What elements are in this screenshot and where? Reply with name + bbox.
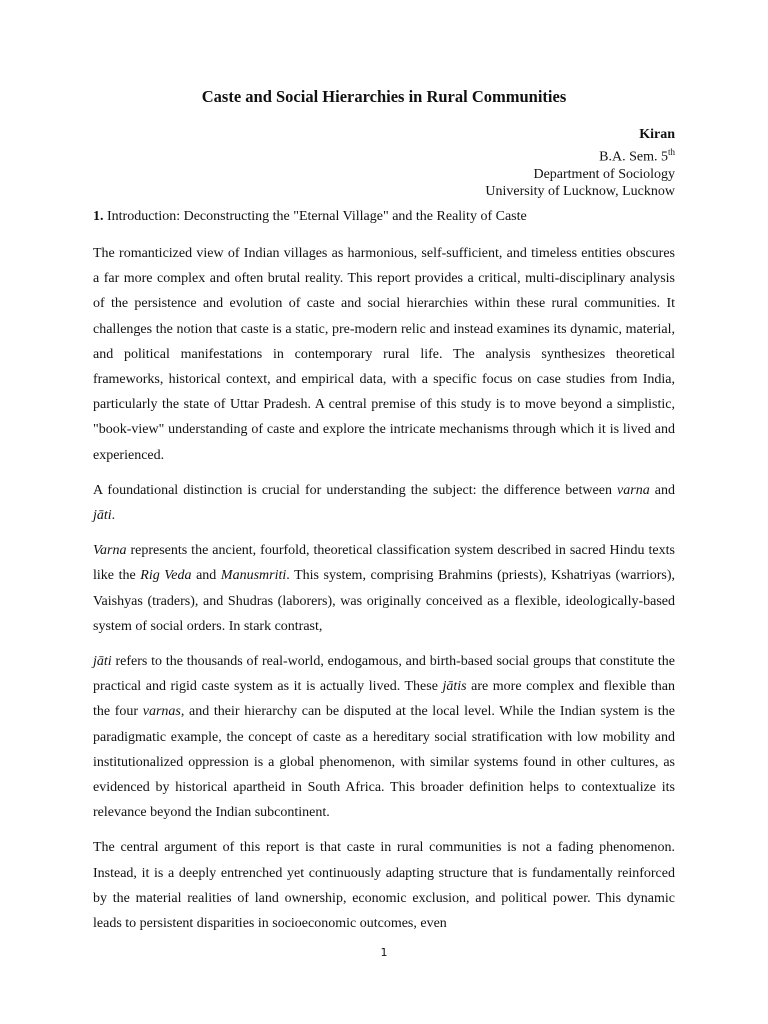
- p2-varna: varna: [617, 482, 650, 498]
- paragraph-3: [93, 538, 675, 639]
- p3-manusmriti: Manusmriti: [220, 568, 287, 584]
- author-university: University of Lucknow, Lucknow: [485, 184, 675, 200]
- section-heading-text: Introduction: Deconstructing the "Eternal Village" and the Reality of Caste: [107, 209, 527, 224]
- author-department: Department of Sociology: [533, 166, 675, 182]
- paragraph-2: [93, 478, 675, 528]
- paragraph-5: The central argument of this report is that caste in rural communities is not a fading phenomenon. Instead, it is a deeply entrenched yet continuously adapting structure that is fundamentally reinforced by the material realities of land ownership, economic exclusion, and political power. This dynamic leads to persistent disparities in socioeconomic outcomes, even: [93, 840, 675, 932]
- body-text: [93, 241, 675, 946]
- author-name: Kiran: [639, 127, 675, 142]
- document-title: Caste and Social Hierarchies in Rural Communities: [201, 87, 567, 106]
- p4-text-c: , and their hierarchy can be disputed at the local level. While the Indian system is the paradigmatic example, the concept of caste as a hereditary social stratification with low mobility and institutionalized oppression is a global phenomenon, with similar systems found in other cultures, as evidenced by historical apartheid in South Africa. This broader definition helps to contextualize its relevance beyond the Indian subcontinent.: [93, 704, 675, 821]
- p3-text-a: represents the ancient, fourfold, theoretical classification system described in sacred Hindu texts like the: [93, 543, 675, 584]
- p3-text-b: and: [191, 568, 221, 584]
- author-block: [485, 126, 675, 201]
- p3-text-c: . This system, comprising Brahmins (priests), Kshatriyas (warriors), Vaishyas (traders), and Shudras (laborers), was originally conceived as a flexible, ideologically-based system of social orders. In stark contrast,: [93, 568, 676, 634]
- course-superscript: th: [667, 146, 675, 157]
- course-text: B.A. Sem. 5: [599, 149, 668, 165]
- p2-jati: jāti: [93, 508, 112, 524]
- author-course: [485, 144, 675, 166]
- p2-text-a: A foundational distinction is crucial for understanding the subject: the difference between: [93, 482, 618, 498]
- p4-text-a: refers to the thousands of real-world, endogamous, and birth-based social groups that constitute the practical and rigid caste system as it is actually lived. These: [93, 654, 675, 695]
- section-heading: [93, 209, 527, 225]
- p4-jatis: jātis: [442, 679, 467, 695]
- section-number: 1.: [93, 209, 104, 224]
- p4-text-b: are more complex and flexible than the four: [93, 679, 676, 720]
- page-number: 1: [380, 946, 388, 959]
- p4-varnas: varnas: [142, 704, 181, 720]
- paragraph-4: [93, 649, 675, 825]
- p3-varna: Varna: [93, 543, 127, 559]
- p2-text-c: .: [111, 508, 116, 524]
- paragraph-1: The romanticized view of Indian villages as harmonious, self-sufficient, and timeless entities obscures a far more complex and often brutal reality. This report provides a critical, multi-disciplinary analysis of the persistence and evolution of caste and social hierarchies within these rural communities. It challenges the notion that caste is a static, pre-modern relic and instead examines its dynamic, material, and political manifestations in contemporary rural life. The analysis synthesizes theoretical frameworks, historical context, and empirical data, with a specific focus on case studies from India, particularly the state of Uttar Pradesh. A central premise of this study is to move beyond a simplistic, "book-view" understanding of caste and explore the intricate mechanisms through which it is lived and experienced.: [93, 246, 675, 463]
- p2-text-b: and: [649, 482, 675, 498]
- p4-jati: jāti: [93, 654, 112, 670]
- p3-rig-veda: Rig Veda: [140, 568, 192, 584]
